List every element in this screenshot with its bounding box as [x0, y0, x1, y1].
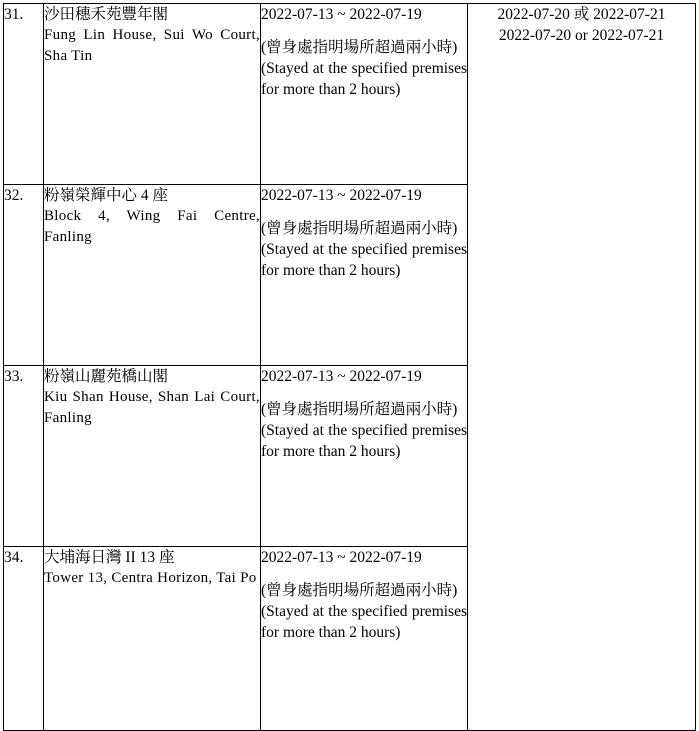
period-cell: [261, 366, 468, 547]
period-dates: 2022-07-13 ~ 2022-07-19: [261, 368, 422, 385]
period-note-en: (Stayed at the specified premises for more than 2 hours): [261, 241, 467, 279]
period-note-zh: (曾身處指明場所超過兩小時): [261, 401, 458, 418]
period-note-zh: (曾身處指明場所超過兩小時): [261, 39, 458, 56]
row-number: 33.: [4, 366, 44, 547]
premises-name-en: Tower 13, Centra Horizon, Tai Po: [44, 570, 257, 586]
period-note-zh: (曾身處指明場所超過兩小時): [261, 220, 458, 237]
premises-name-zh: 粉嶺榮輝中心 4 座: [44, 187, 169, 204]
period-note-en: (Stayed at the specified premises for more than 2 hours): [261, 422, 467, 460]
period-cell: [261, 4, 468, 185]
period-cell: [261, 547, 468, 731]
test-dates-zh: 2022-07-20 或 2022-07-21: [497, 6, 666, 23]
period-cell: [261, 185, 468, 366]
test-dates-cell: [468, 4, 696, 731]
period-dates: 2022-07-13 ~ 2022-07-19: [261, 6, 422, 23]
premises-name-en: Kiu Shan House, Shan Lai Court, Fanling: [44, 389, 260, 426]
premises-name-en: Fung Lin House, Sui Wo Court, Sha Tin: [44, 27, 260, 64]
premises-cell: [44, 547, 261, 731]
premises-cell: [44, 4, 261, 185]
period-note-zh: (曾身處指明場所超過兩小時): [261, 582, 458, 599]
period-dates: 2022-07-13 ~ 2022-07-19: [261, 549, 422, 566]
premises-cell: [44, 185, 261, 366]
table-row: [4, 4, 696, 185]
row-number: 34.: [4, 547, 44, 731]
period-dates: 2022-07-13 ~ 2022-07-19: [261, 187, 422, 204]
premises-name-zh: 大埔海日灣 II 13 座: [44, 549, 175, 566]
premises-name-zh: 粉嶺山麗苑橋山閣: [44, 368, 169, 385]
period-note-en: (Stayed at the specified premises for more than 2 hours): [261, 60, 467, 98]
period-note-en: (Stayed at the specified premises for more than 2 hours): [261, 603, 467, 641]
row-number: 31.: [4, 4, 44, 185]
test-dates-en: 2022-07-20 or 2022-07-21: [498, 27, 665, 44]
row-number: 32.: [4, 185, 44, 366]
premises-name-zh: 沙田穗禾苑豐年閣: [44, 6, 169, 23]
specified-premises-table: [3, 3, 696, 731]
premises-name-en: Block 4, Wing Fai Centre, Fanling: [44, 208, 260, 245]
premises-cell: [44, 366, 261, 547]
